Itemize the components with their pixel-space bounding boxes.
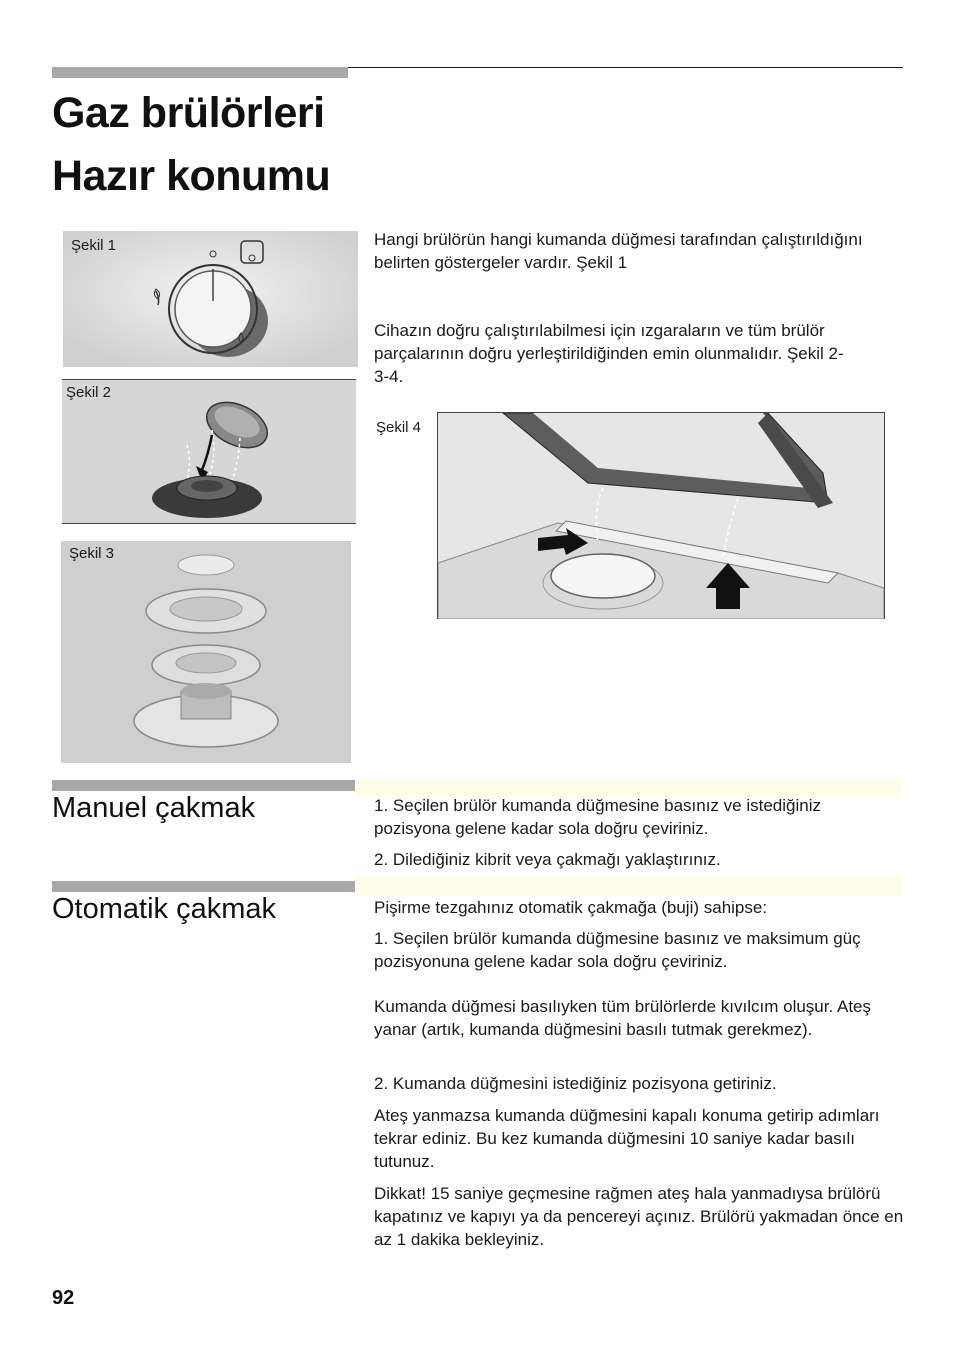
figure-1-knob [63,231,358,367]
heading-manual-ignition: Manuel çakmak [52,792,256,824]
auto-intro: Pişirme tezgahınız otomatik çakmağa (buji) sahipse: [374,898,768,917]
heading-auto-ignition: Otomatik çakmak [52,893,276,925]
section-bar-auto [52,881,355,892]
auto-warning-paragraph: Dikkat! 15 saniye geçmesine rağmen ateş hala yanmadıysa brülörü kapatınız ve kapıyı ya da pencereyi açınız. Brülörü yakmadan önce en az 1 dakika bekleyiniz. [374,1184,904,1249]
manual-step-1: 1. Seçilen brülör kumanda düğmesine basınız ve istediğiniz pozisyona gelene kadar sola doğru çeviriniz. [374,796,821,838]
figure-1-label: Şekil 1 [71,237,117,254]
section-tint-auto [355,876,901,896]
auto-step-1: 1. Seçilen brülör kumanda düğmesine basınız ve maksimum güç pozisyonuna gelene kadar sola doğru çeviriniz. [374,929,861,971]
figure-4-label: Şekil 4 [376,419,422,436]
section-bar-manual [52,780,355,791]
page-subtitle: Hazır konumu [52,152,331,200]
auto-retry-paragraph: Ateş yanmazsa kumanda düğmesini kapalı konuma getirip adımları tekrar ediniz. Bu kez kumanda düğmesini 10 saniye kadar basılı tutunuz. [374,1106,880,1171]
auto-step-2: 2. Kumanda düğmesini istediğiniz pozisyona getiriniz. [374,1074,777,1093]
header-bar [52,67,348,78]
page-title: Gaz brülörleri [52,89,325,137]
figure-4-grate [437,412,885,619]
figure-2-label: Şekil 2 [66,384,112,401]
figure-2-burner [62,379,356,524]
intro-paragraph-2: Cihazın doğru çalıştırılabilmesi için ızgaraların ve tüm brülör parçalarının doğru yerleştirildiğinden emin olunmalıdır. Şekil 2-3-4. [374,321,844,386]
auto-step-1-note: Kumanda düğmesi basılıyken tüm brülörlerde kıvılcım oluşur. Ateş yanar (artık, kumanda düğmesini basılı tutmak gerekmez). [374,997,872,1039]
intro-paragraph-1: Hangi brülörün hangi kumanda düğmesi tarafından çalıştırıldığını belirten göstergeler vardır. Şekil 1 [374,230,863,272]
page-number: 92 [52,1287,75,1309]
header-rule [348,67,903,68]
figure-3-label: Şekil 3 [69,545,115,562]
manual-step-2: 2. Dilediğiniz kibrit veya çakmağı yaklaştırınız. [374,850,721,869]
figure-3-burner-parts [61,541,351,763]
